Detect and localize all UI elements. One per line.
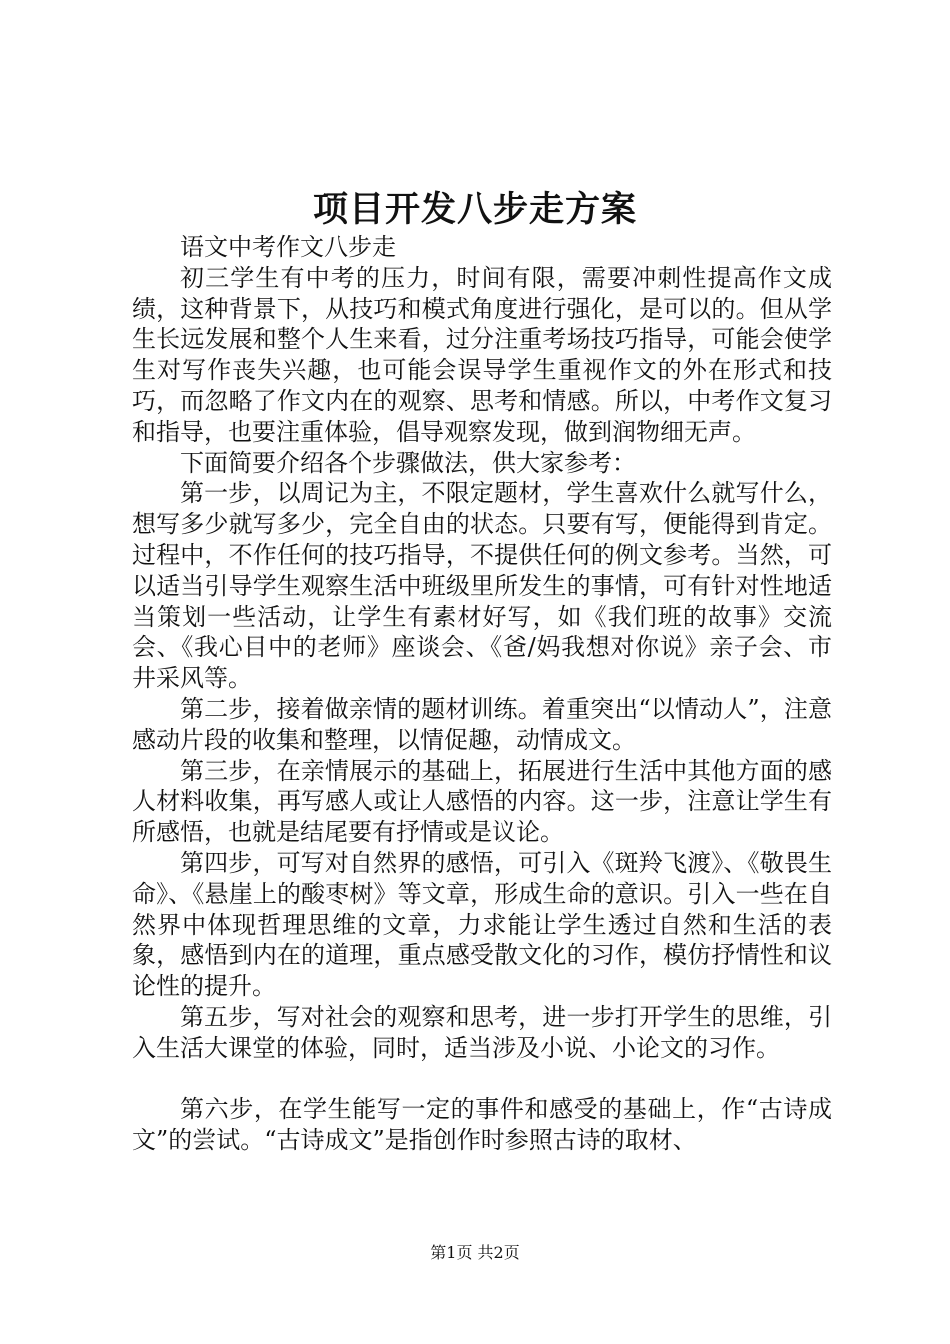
- paragraph-overview: 下面简要介绍各个步骤做法，供大家参考：: [180, 448, 636, 477]
- paragraph-step-6: 第六步，在学生能写一定的事件和感受的基础上，作“古诗成文”的尝试。“古诗成文”是指创作时参照古诗的取材、: [132, 1095, 832, 1155]
- paragraph-intro: 初三学生有中考的压力，时间有限，需要冲刺性提高作文成绩，这种背景下，从技巧和模式角度进行强化，是可以的。但从学生长远发展和整个人生来看，过分注重考场技巧指导，可能会使学生对写作丧失兴趣，也可能会误导学生重视作文的外在形式和技巧，而忽略了作文内在的观察、思考和情感。所以，中考作文复习和指导，也要注重体验，倡导观察发现，做到润物细无声。: [132, 263, 832, 446]
- document-body: [132, 232, 832, 1156]
- document-title: 项目开发八步走方案: [312, 189, 637, 230]
- page-footer: 第1页 共2页: [430, 1243, 520, 1262]
- paragraph-step-5: 第五步，写对社会的观察和思考，进一步打开学生的思维，引入生活大课堂的体验，同时，适当涉及小说、小论文的习作。: [132, 1002, 832, 1062]
- paragraph-step-2: 第二步，接着做亲情的题材训练。着重突出“以情动人”，注意感动片段的收集和整理，以情促趣，动情成文。: [132, 694, 832, 754]
- paragraph-subtitle: 语文中考作文八步走: [180, 233, 396, 261]
- paragraph-step-4: 第四步，可写对自然界的感悟，可引入《斑羚飞渡》、《敬畏生命》、《悬崖上的酸枣树》等文章，形成生命的意识。引入一些在自然界中体现哲理思维的文章，力求能让学生透过自然和生活的表象，感悟到内在的道理，重点感受散文化的习作，模仿抒情性和议论性的提升。: [132, 848, 832, 1001]
- paragraph-step-1: 第一步，以周记为主，不限定题材，学生喜欢什么就写什么，想写多少就写多少，完全自由的状态。只要有写，便能得到肯定。过程中，不作任何的技巧指导，不提供任何的例文参考。当然，可以适当引导学生观察生活中班级里所发生的事情，可有针对性地适当策划一些活动，让学生有素材好写，如《我们班的故事》交流会、《我心目中的老师》座谈会、《爸/妈我想对你说》亲子会、市井采风等。: [132, 479, 832, 693]
- paragraph-step-3: 第三步，在亲情展示的基础上，拓展进行生活中其他方面的感人材料收集，再写感人或让人感悟的内容。这一步，注意让学生有所感悟，也就是结尾要有抒情或是议论。: [132, 756, 832, 847]
